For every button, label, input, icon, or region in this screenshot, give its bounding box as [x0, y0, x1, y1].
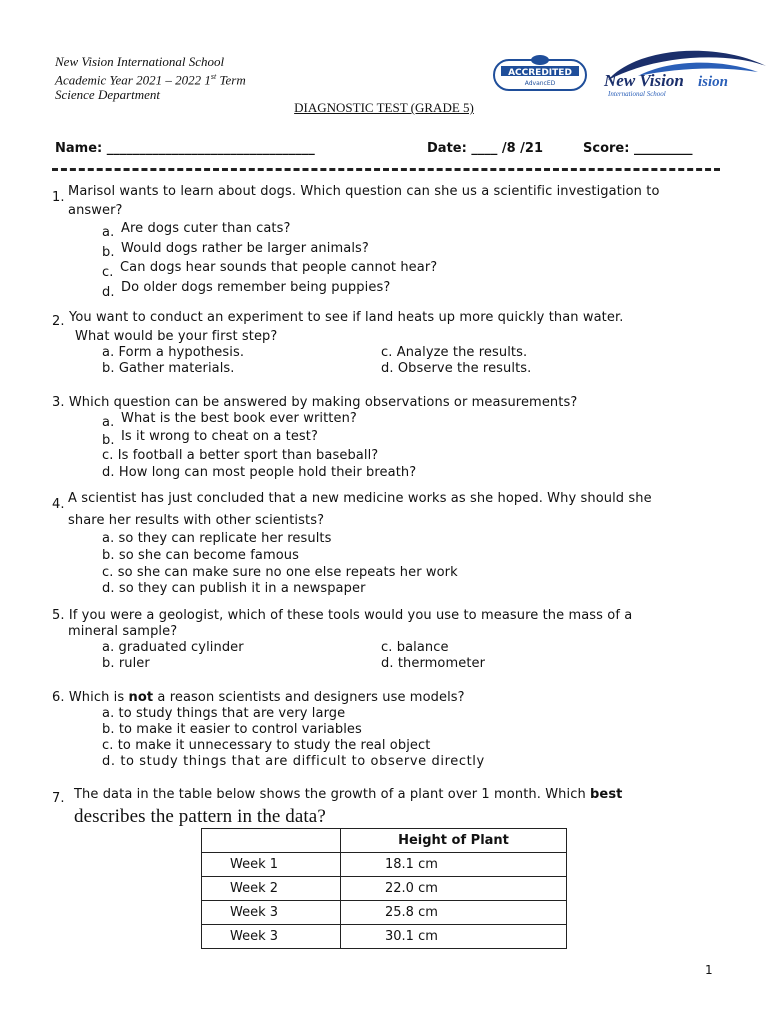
q4-text-2: share her results with other scientists?: [68, 513, 325, 528]
table-cell-height: 25.8 cm: [341, 901, 567, 925]
q1-text: Marisol wants to learn about dogs. Which question can she us a scientific investigation to: [68, 184, 660, 199]
academic-year: Academic Year 2021 – 2022 1st Term: [55, 72, 246, 88]
school-info: [55, 54, 246, 102]
q5-text-2: mineral sample?: [68, 624, 178, 639]
date-field[interactable]: Date: ____ /8 /21: [427, 141, 544, 156]
q6-text: 6. Which is not a reason scientists and designers use models?: [52, 690, 465, 705]
accredited-logo: [493, 54, 587, 92]
q5-option-a[interactable]: a. graduated cylinder: [102, 640, 244, 655]
svg-text:ACCREDITED: ACCREDITED: [508, 68, 572, 78]
q2-text: You want to conduct an experiment to see if land heats up more quickly than water.: [69, 310, 624, 325]
score-field[interactable]: Score: _________: [583, 141, 693, 156]
new-vision-logo: [598, 46, 768, 100]
table-header-week: [202, 829, 341, 853]
q4-option-d[interactable]: d. so they can publish it in a newspaper: [102, 581, 366, 596]
table-cell-height: 30.1 cm: [341, 925, 567, 949]
q1-text-2: answer?: [68, 203, 123, 218]
q1-option-c[interactable]: Can dogs hear sounds that people cannot hear?: [120, 260, 438, 275]
q3-option-c[interactable]: c. Is football a better sport than baseball?: [102, 448, 379, 463]
table-cell-week: Week 1: [202, 853, 341, 877]
q2-option-b[interactable]: b. Gather materials.: [102, 361, 235, 376]
svg-text:AdvancED: AdvancED: [524, 80, 556, 87]
q4-option-b[interactable]: b. so she can become famous: [102, 548, 300, 563]
svg-text:ision: ision: [698, 74, 729, 90]
q3-option-a[interactable]: What is the best book ever written?: [121, 411, 357, 426]
name-field[interactable]: Name: ________________________________: [55, 141, 315, 156]
q4-option-a[interactable]: a. so they can replicate her results: [102, 531, 332, 546]
q6-option-c[interactable]: c. to make it unnecessary to study the real object: [102, 738, 431, 753]
q7-text-2: describes the pattern in the data?: [74, 806, 326, 827]
table-header-row: [202, 829, 567, 853]
q5-option-b[interactable]: b. ruler: [102, 656, 150, 671]
q5-text: 5. If you were a geologist, which of these tools would you use to measure the mass of a: [52, 608, 633, 623]
q4-text: A scientist has just concluded that a new medicine works as she hoped. Why should she: [68, 491, 652, 506]
table-row: [202, 853, 567, 877]
q6-option-d[interactable]: d. to study things that are difficult to observe directly: [102, 754, 485, 769]
school-name: New Vision International School: [55, 54, 225, 69]
test-title: DIAGNOSTIC TEST (GRADE 5): [294, 100, 474, 115]
table-cell-week: Week 2: [202, 877, 341, 901]
q5-option-c[interactable]: c. balance: [381, 640, 449, 655]
svg-text:International School: International School: [608, 90, 666, 98]
q2-text-2: What would be your first step?: [75, 329, 278, 344]
svg-text:New Vision: New Vision: [604, 71, 684, 90]
q1-option-b[interactable]: Would dogs rather be larger animals?: [121, 241, 369, 256]
divider: [52, 168, 720, 171]
q5-option-d[interactable]: d. thermometer: [381, 656, 486, 671]
table-row: [202, 877, 567, 901]
table-cell-height: 22.0 cm: [341, 877, 567, 901]
q3-text: 3. Which question can be answered by making observations or measurements?: [52, 395, 578, 410]
worksheet-page: New Vision International School Academic Year 2021 – 2022 1st Term Science Department ACCREDITED AdvancED New Vision ision International School DIAGNOSTIC TEST (GRADE 5) Name: ________________________________ Date: ____ /8 /21 Score: _________ 1. Marisol wants to learn about dogs. Which question can she us a scientific investigation to answer? a. Are dogs cuter than cats? b. Would dogs rather be larger animals? c. Can dogs hear sounds that people cannot hear? d. Do older dogs remember being puppies? 2. You want to conduct an experiment to see if land heats up more quickly than water. What would be your first step? a. Form a hypothesis. b. Gather materials. c. Analyze the results. d. Observe the results. 3. Which question can be answered by making observations or measurements? a. What is the best book ever written? b. Is it wrong to cheat on a test? c. Is football a better sport than baseball? d. How long can most people hold their breath? 4. A scientist has just concluded that a new medicine works as she hoped. Why should she share her results with other scientists? a. so they can replicate her results b. so she can become famous c. so she can make sure no one else repeats her work d. so they can publish it in a newspaper 5. If you were a geologist, which of these tools would you use to measure the mass of a mineral sample? a. graduated cylinder b. ruler c. balance d. thermometer 6. Which is not a reason scientists and designers use models? a. to study things that are very large b. to make it easier to control variables c. to make it unnecessary to study the real object d. to study things that are difficult to observe directly 7. The data in the table below shows the growth of a plant over 1 month. Which best describes the pattern in the data? Height of Plant Week 1 18.1 cm Week 2 22.0 cm Week 3 25.8 cm Week 3 30.1 cm 1: [0, 0, 768, 1024]
table-cell-height: 18.1 cm: [341, 853, 567, 877]
q6-option-b[interactable]: b. to make it easier to control variables: [102, 722, 362, 737]
q2-option-c[interactable]: c. Analyze the results.: [381, 345, 528, 360]
q2-option-a[interactable]: a. Form a hypothesis.: [102, 345, 245, 360]
q3-option-b[interactable]: Is it wrong to cheat on a test?: [121, 429, 319, 444]
page-number: 1: [705, 963, 713, 977]
table-cell-week: Week 3: [202, 925, 341, 949]
q1-option-d[interactable]: Do older dogs remember being puppies?: [121, 280, 391, 295]
q6-option-a[interactable]: a. to study things that are very large: [102, 706, 346, 721]
table-row: [202, 925, 567, 949]
table-cell-week: Week 3: [202, 901, 341, 925]
q7-text: The data in the table below shows the growth of a plant over 1 month. Which best: [74, 787, 623, 802]
plant-growth-table: [201, 828, 567, 949]
q3-option-d[interactable]: d. How long can most people hold their breath?: [102, 465, 417, 480]
table-header-height: Height of Plant: [341, 829, 567, 853]
q1-option-a[interactable]: Are dogs cuter than cats?: [121, 221, 291, 236]
q2-option-d[interactable]: d. Observe the results.: [381, 361, 532, 376]
table-row: [202, 901, 567, 925]
q4-option-c[interactable]: c. so she can make sure no one else repeats her work: [102, 565, 458, 580]
department: Science Department: [55, 87, 161, 103]
